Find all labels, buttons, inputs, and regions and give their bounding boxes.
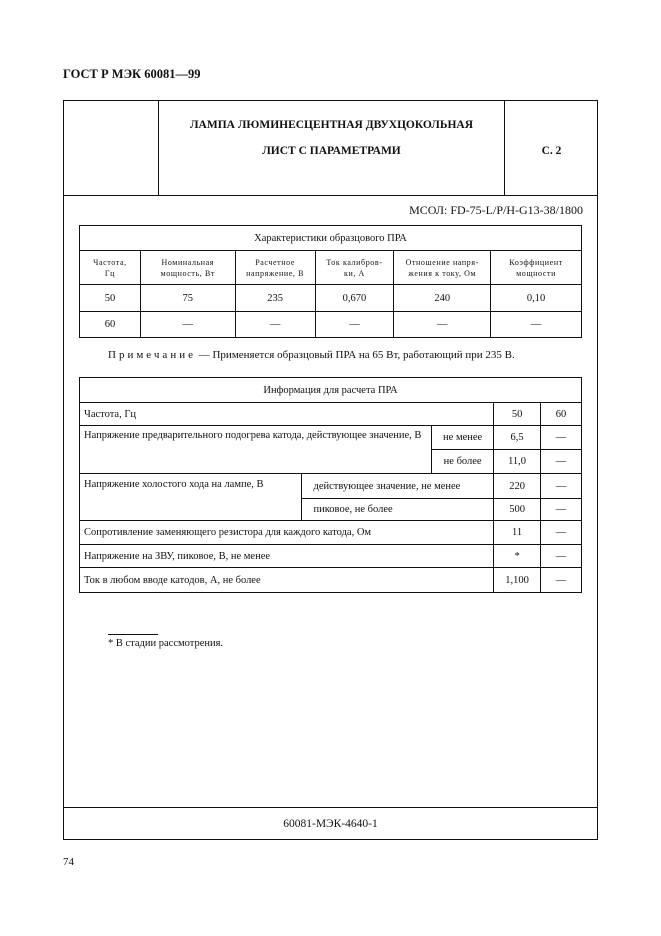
preheat-label: Напряжение предварительного подогрева катода, действующее значение, В [80,426,432,474]
ocv-label: Напряжение холостого хода на лампе, В [80,474,302,521]
preheat-max-label: не более [432,450,494,474]
current-60: — [541,568,582,593]
freq-50: 50 [494,403,541,426]
header-bottom-line [64,195,597,196]
ocv-peak-60: — [541,499,582,521]
document-code: 60081-МЭК-4640-1 [283,818,378,830]
col-header-voltage-current-ratio: Отношение напря- жения к току, Ом [394,251,491,285]
sheet-title-line1: ЛАМПА ЛЮМИНЕСЦЕНТНАЯ ДВУХЦОКОЛЬНАЯ [189,119,474,131]
current-50: 1,100 [494,568,541,593]
cell: 0,10 [491,285,582,312]
freq-60: 60 [541,403,582,426]
cell: — [394,312,491,338]
ocv-peak-50: 500 [494,499,541,521]
cell: 240 [394,285,491,312]
table-row [80,545,582,568]
preheat-min-label: не менее [432,426,494,450]
preheat-min-50: 6,5 [494,426,541,450]
zvu-label: Напряжение на ЗВУ, пиковое, В, не менее [80,545,494,568]
sheet-number: С. 2 [541,145,562,157]
table-note [108,349,515,361]
table-row [80,403,582,426]
ocv-rms-label: действующее значение, не менее [301,474,494,499]
note-text: — Применяется образцовый ПРА на 65 Вт, работающий при 235 В. [195,349,515,361]
ocv-peak-label: пиковое, не более [301,499,494,521]
resistor-50: 11 [494,521,541,545]
cell: — [315,312,394,338]
table-row [80,568,582,593]
cell: 235 [235,285,315,312]
reference-ballast-table [79,225,582,338]
table2-caption: Информация для расчета ПРА [80,378,582,403]
cell: 50 [80,285,141,312]
col-header-frequency: Частота, Гц [80,251,141,285]
col-header-power-factor: Коэффициент мощности [491,251,582,285]
cell: 60 [80,312,141,338]
footnote: * В стадии рассмотрения. [108,638,224,649]
cell: — [140,312,235,338]
ocv-rms-50: 220 [494,474,541,499]
col-header-rated-power: Номинальная мощность, Вт [140,251,235,285]
ballast-design-table [79,377,582,593]
ocv-rms-60: — [541,474,582,499]
footnote-rule [108,634,158,635]
page-number: 74 [63,856,74,868]
cell: — [491,312,582,338]
current-label: Ток в любом вводе катодов, А, не более [80,568,494,593]
note-label: Примечание [108,349,196,361]
standard-number: ГОСТ Р МЭК 60081—99 [63,67,201,81]
table-row [80,474,582,499]
table-row [80,521,582,545]
zvu-50: * [494,545,541,568]
cell: 0,670 [315,285,394,312]
cell: — [235,312,315,338]
preheat-max-60: — [541,450,582,474]
table-row [80,312,582,338]
zvu-60: — [541,545,582,568]
col-header-rated-voltage: Расчетное напряжение, В [235,251,315,285]
sheet-title-line2: ЛИСТ С ПАРАМЕТРАМИ [262,145,401,157]
lamp-designation: МСОЛ: FD-75-L/P/H-G13-38/1800 [409,203,583,217]
preheat-max-50: 11,0 [494,450,541,474]
table-row [80,426,582,450]
col-header-calibration-current: Ток калибров- ки, А [315,251,394,285]
table-row [80,285,582,312]
table1-caption: Характеристики образцового ПРА [80,226,582,251]
resistor-label: Сопротивление заменяющего резистора для каждого катода, Ом [80,521,494,545]
footer-top-line [64,807,597,808]
freq-label: Частота, Гц [80,403,494,426]
preheat-min-60: — [541,426,582,450]
cell: 75 [140,285,235,312]
resistor-60: — [541,521,582,545]
